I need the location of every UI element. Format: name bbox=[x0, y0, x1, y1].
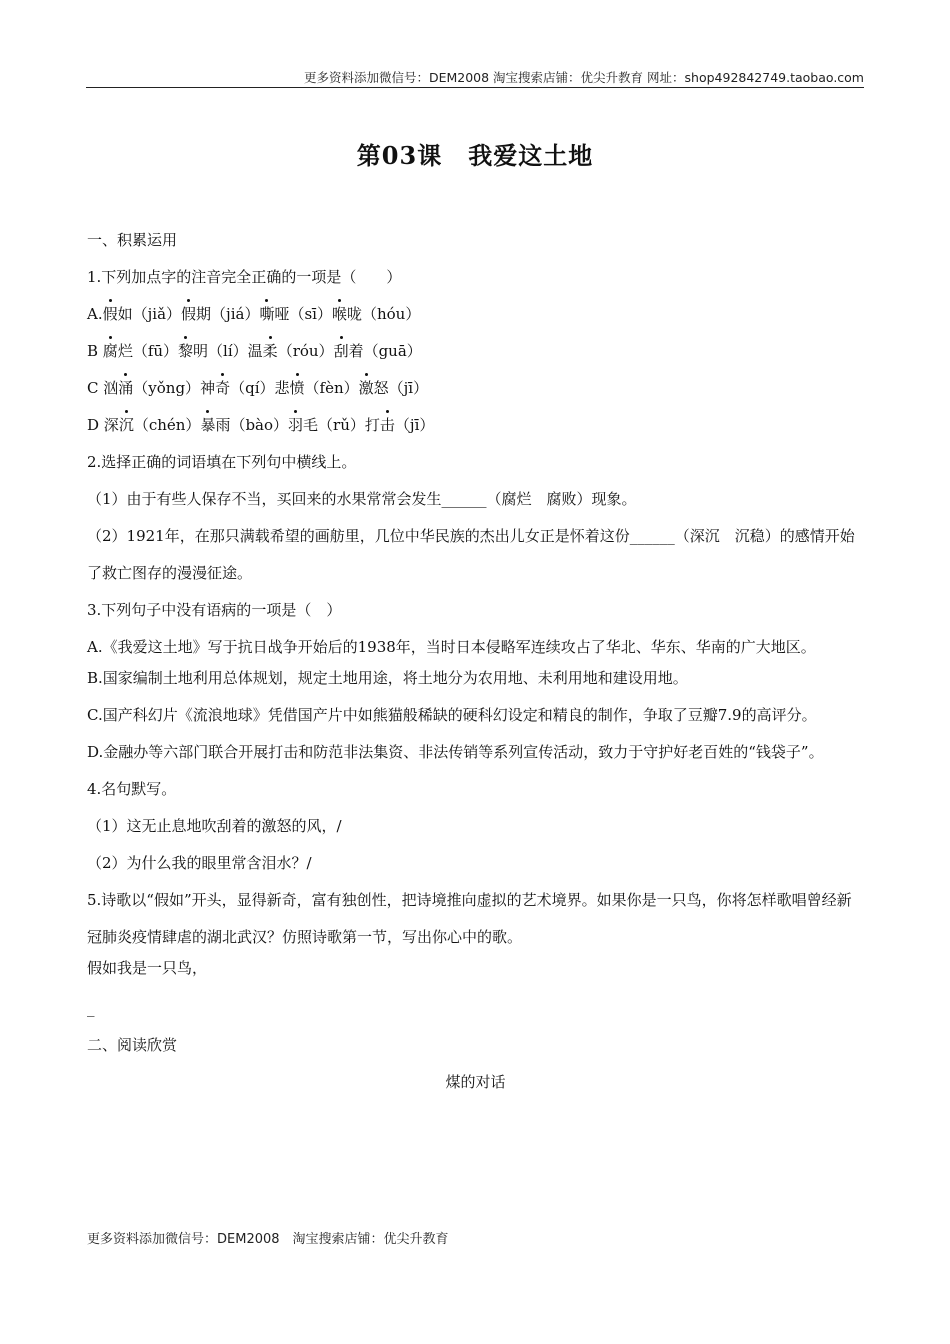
option-word: 假如（jiǎ） bbox=[103, 305, 181, 323]
option-word: 暴雨（bào） bbox=[200, 416, 288, 434]
emphasized-char: 腐 bbox=[103, 339, 118, 363]
page-footer: 更多资料添加微信号：DEM2008 淘宝搜索店铺：优尖升教育 bbox=[87, 1232, 449, 1247]
emphasized-char: 喉 bbox=[332, 302, 347, 326]
option-prefix: D bbox=[87, 416, 104, 434]
question-1-option-b bbox=[87, 339, 864, 363]
emphasized-char: 击 bbox=[380, 413, 395, 437]
option-word: 黎明（lí） bbox=[178, 342, 248, 360]
question-1-option-a bbox=[87, 302, 864, 326]
question-1-option-d bbox=[87, 413, 864, 437]
emphasized-char: 刮 bbox=[334, 339, 349, 363]
emphasized-char: 奇 bbox=[215, 376, 230, 400]
question-3-stem: 3.下列句子中没有语病的一项是（ ） bbox=[87, 601, 342, 619]
question-3-option-a: A.《我爱这土地》写于抗日战争开始后的1938年，当时日本侵略军连续攻占了华北、华东、华南的广大地区。 bbox=[87, 638, 816, 656]
option-word: 神奇（qí） bbox=[200, 379, 274, 397]
option-word: 羽毛（rǔ） bbox=[288, 416, 365, 434]
emphasized-char: 沉 bbox=[119, 413, 134, 437]
option-word: 深沉（chén） bbox=[104, 416, 201, 434]
option-word: 喉咙（hóu） bbox=[332, 305, 420, 323]
emphasized-char: 羽 bbox=[288, 413, 303, 437]
question-3-option-b: B.国家编制土地利用总体规划，规定土地用途，将土地分为农用地、未利用地和建设用地。 bbox=[87, 669, 688, 687]
option-prefix: B bbox=[87, 342, 103, 360]
question-1-option-c bbox=[87, 376, 864, 400]
option-prefix: C bbox=[87, 379, 104, 397]
option-word: 腐烂（fū） bbox=[103, 342, 178, 360]
option-prefix: A. bbox=[87, 305, 103, 323]
question-2-sentence-2: （2）1921年，在那只满载希望的画舫里，几位中华民族的杰出儿女正是怀着这份______（深沉 沉稳）的感情开始了救亡图存的漫漫征途。 bbox=[87, 527, 855, 582]
lesson-name: 我爱这土地 bbox=[468, 141, 594, 170]
emphasized-char: 黎 bbox=[178, 339, 193, 363]
option-word: 激怒（jī） bbox=[359, 379, 428, 397]
section-heading: 二、阅读欣赏 bbox=[87, 1036, 178, 1054]
emphasized-char: 嘶 bbox=[259, 302, 274, 326]
emphasized-char: 激 bbox=[359, 376, 374, 400]
emphasized-char: 假 bbox=[181, 302, 196, 326]
lesson-number: 第03课 bbox=[356, 141, 443, 170]
option-word: 假期（jiá） bbox=[181, 305, 259, 323]
section-heading: 一、积累运用 bbox=[87, 231, 178, 249]
question-2-stem: 2.选择正确的词语填在下列句中横线上。 bbox=[87, 453, 357, 471]
answer-blank: _ bbox=[87, 999, 95, 1017]
option-word: 汹涌（yǒng） bbox=[103, 379, 200, 397]
reading-title: 煤的对话 bbox=[445, 1073, 506, 1091]
page-title bbox=[0, 136, 950, 171]
question-4-line-1: （1）这无止息地吹刮着的激怒的风，/ bbox=[87, 817, 342, 835]
emphasized-char: 涌 bbox=[118, 376, 133, 400]
question-1-stem: 1.下列加点字的注音完全正确的一项是（ ） bbox=[87, 268, 402, 286]
emphasized-char: 愤 bbox=[290, 376, 305, 400]
option-word: 嘶哑（sī） bbox=[259, 305, 332, 323]
emphasized-char: 柔 bbox=[263, 339, 278, 363]
question-5-poem-start: 假如我是一只鸟， bbox=[87, 959, 208, 977]
header-divider bbox=[86, 87, 864, 88]
emphasized-char: 暴 bbox=[200, 413, 215, 437]
question-4-line-2: （2）为什么我的眼里常含泪水？/ bbox=[87, 854, 312, 872]
question-5-stem: 5.诗歌以“假如”开头，显得新奇，富有独创性，把诗境推向虚拟的艺术境界。如果你是一只鸟，你将怎样歌唱曾经新冠肺炎疫情肆虐的湖北武汉？仿照诗歌第一节，写出你心中的歌。 bbox=[87, 891, 852, 946]
option-word: 温柔（róu） bbox=[248, 342, 334, 360]
option-word: 打击（jī） bbox=[365, 416, 434, 434]
emphasized-char: 假 bbox=[103, 302, 118, 326]
document-body bbox=[87, 228, 864, 1107]
page-header: 更多资料添加微信号：DEM2008 淘宝搜索店铺：优尖升教育 网址：shop492842749.taobao.com bbox=[303, 70, 864, 85]
option-word: 刮着（guā） bbox=[334, 342, 422, 360]
option-word: 悲愤（fèn） bbox=[275, 379, 359, 397]
question-3-option-d: D.金融办等六部门联合开展打击和防范非法集资、非法传销等系列宣传活动，致力于守护好老百姓的“钱袋子”。 bbox=[87, 743, 824, 761]
question-2-sentence-1: （1）由于有些人保存不当，买回来的水果常常会发生______（腐烂 腐败）现象。 bbox=[87, 490, 637, 508]
question-4-stem: 4.名句默写。 bbox=[87, 780, 177, 798]
question-3-option-c: C.国产科幻片《流浪地球》凭借国产片中如熊猫般稀缺的硬科幻设定和精良的制作，争取了豆瓣7.9的高评分。 bbox=[87, 706, 817, 724]
